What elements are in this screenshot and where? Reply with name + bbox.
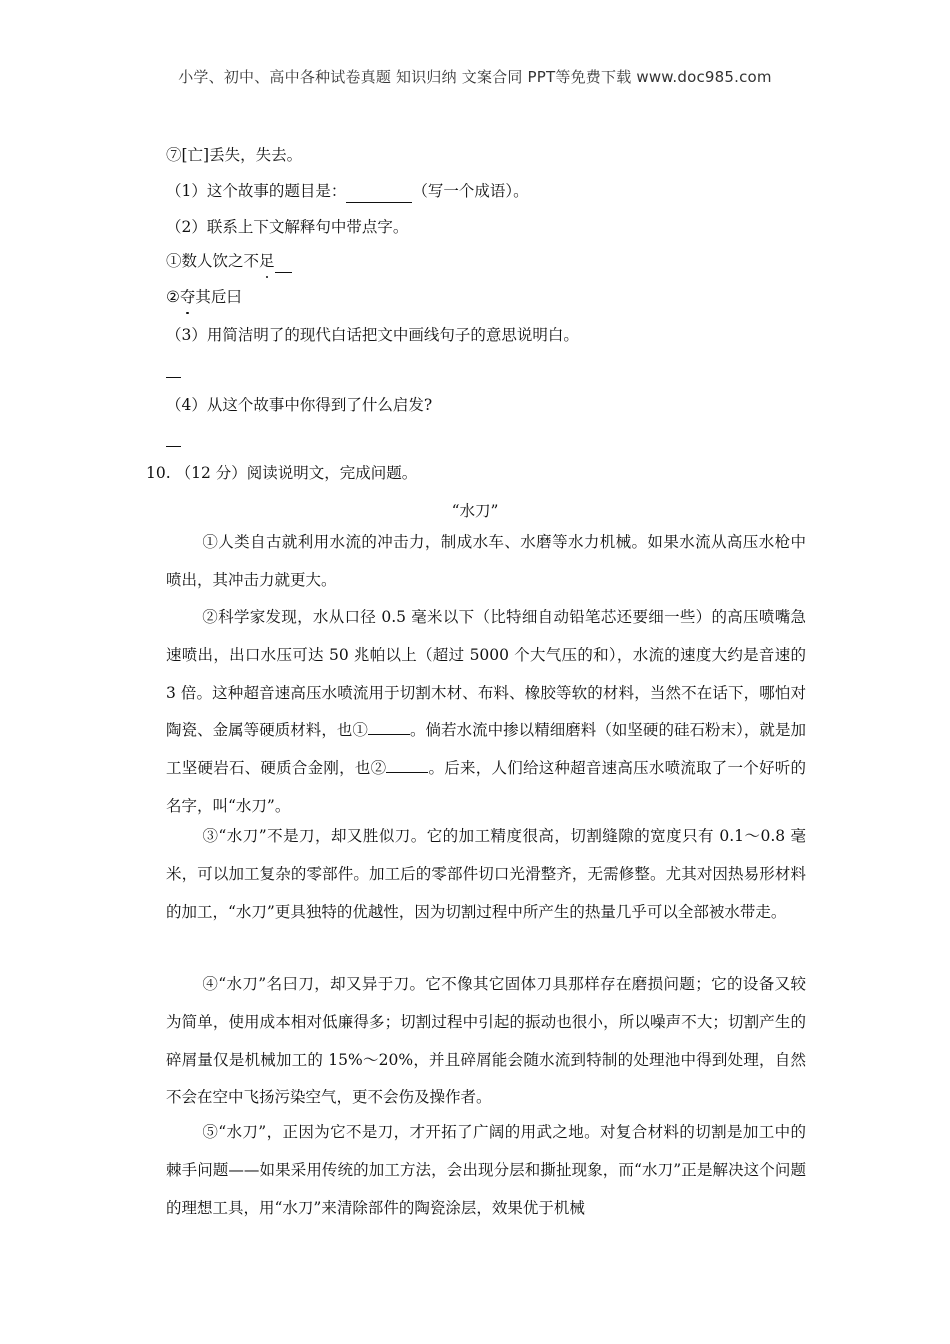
page-header-watermark: 小学、初中、高中各种试卷真题 知识归纳 文案合同 PPT等免费下载 www.doc985.com [178,68,772,86]
note-7: ⑦[亡]丢失，失去。 [166,146,303,164]
paragraph-4 [166,966,806,1117]
answer-line[interactable] [166,377,181,378]
paragraph-5-text: ⑤“水刀”，正因为它不是刀，才开拓了广阔的用武之地。对复合材料的切割是加工中的棘手问题——如果采用传统的加工方法，会出现分层和撕扯现象，而“水刀”正是解决这个问题的理想工具，用“水刀”来清除部件的陶瓷涂层，效果优于机械 [166,1123,806,1217]
paragraph-2-text-b: 。倘若水流中掺以精细磨料（如坚硬的硅石粉末），就是加工坚硬岩石、硬质合金刚，也② [166,721,806,778]
question-9-4: （4）从这个故事中你得到了什么启发? [166,396,433,414]
paragraph-3-text: ③“水刀”不是刀，却又胜似刀。它的加工精度很高，切割缝隙的宽度只有 0.1～0.8 毫米，可以加工复杂的零部件。加工后的零部件切口光滑整齐，无需修整。尤其对因热易形材料的加工，“水刀”更具独特的优越性，因为切割过程中所产生的热量几乎可以全部被水带走。 [166,827,806,921]
paragraph-2-text-c: 。后来，人们给这种超音速高压水喷流取了一个好听的名字，叫“水刀”。 [166,759,806,815]
paragraph-1-text: ①人类自古就利用水流的冲击力，制成水车、水磨等水力机械。如果水流从高压水枪中喷出，其冲击力就更大。 [166,533,806,589]
question-9-2-item-1 [166,250,292,273]
question-9-2: （2）联系上下文解释句中带点字。 [166,218,409,236]
question-9-2-item-2 [166,286,242,308]
answer-blank[interactable] [275,250,292,273]
paragraph-2 [166,599,806,826]
article-title: “水刀” [451,502,499,520]
dotted-character: 足 [259,252,275,270]
dotted-character: 夺 [179,288,196,306]
item-1-text: ①数人饮之不 [166,252,260,270]
item-2-text: 其卮曰 [195,288,242,306]
question-10-heading: 10. （12 分）阅读说明文，完成问题。 [146,464,418,482]
answer-blank-1[interactable] [368,718,410,735]
answer-blank[interactable] [346,180,412,203]
question-9-3: （3）用简洁明了的现代白话把文中画线句子的意思说明白。 [166,326,579,344]
question-9-1-text: （1）这个故事的题目是： [166,182,347,200]
answer-line[interactable] [166,446,181,447]
paragraph-3 [166,818,806,931]
question-9-1 [166,180,529,203]
item-2-number: ② [166,288,180,306]
paragraph-2-text-a: ②科学家发现，水从口径 0.5 毫米以下（比特细自动铅笔芯还要细一些）的高压喷嘴急速喷出，出口水压可达 50 兆帕以上（超过 5000 个大气压的和），水流的速度大约是音速的 3 倍。这种超音速高压水喷流用于切割木材、布料、橡胶等软的材料，当然不在话下，哪怕对陶瓷、金属等硬质材料，也① [166,608,806,740]
question-9-1-hint: （写一个成语）。 [412,182,529,200]
paragraph-1 [166,524,806,600]
paragraph-5 [166,1114,806,1227]
paragraph-4-text: ④“水刀”名曰刀，却又异于刀。它不像其它固体刀具那样存在磨损问题；它的设备又较为简单，使用成本相对低廉得多；切割过程中引起的振动也很小，所以噪声不大；切割产生的碎屑量仅是机械加工的 15%～20%，并且碎屑能会随水流到特制的处理池中得到处理，自然不会在空中飞扬污染空气，更不会伤及操作者。 [166,975,806,1107]
answer-blank-2[interactable] [386,756,428,773]
